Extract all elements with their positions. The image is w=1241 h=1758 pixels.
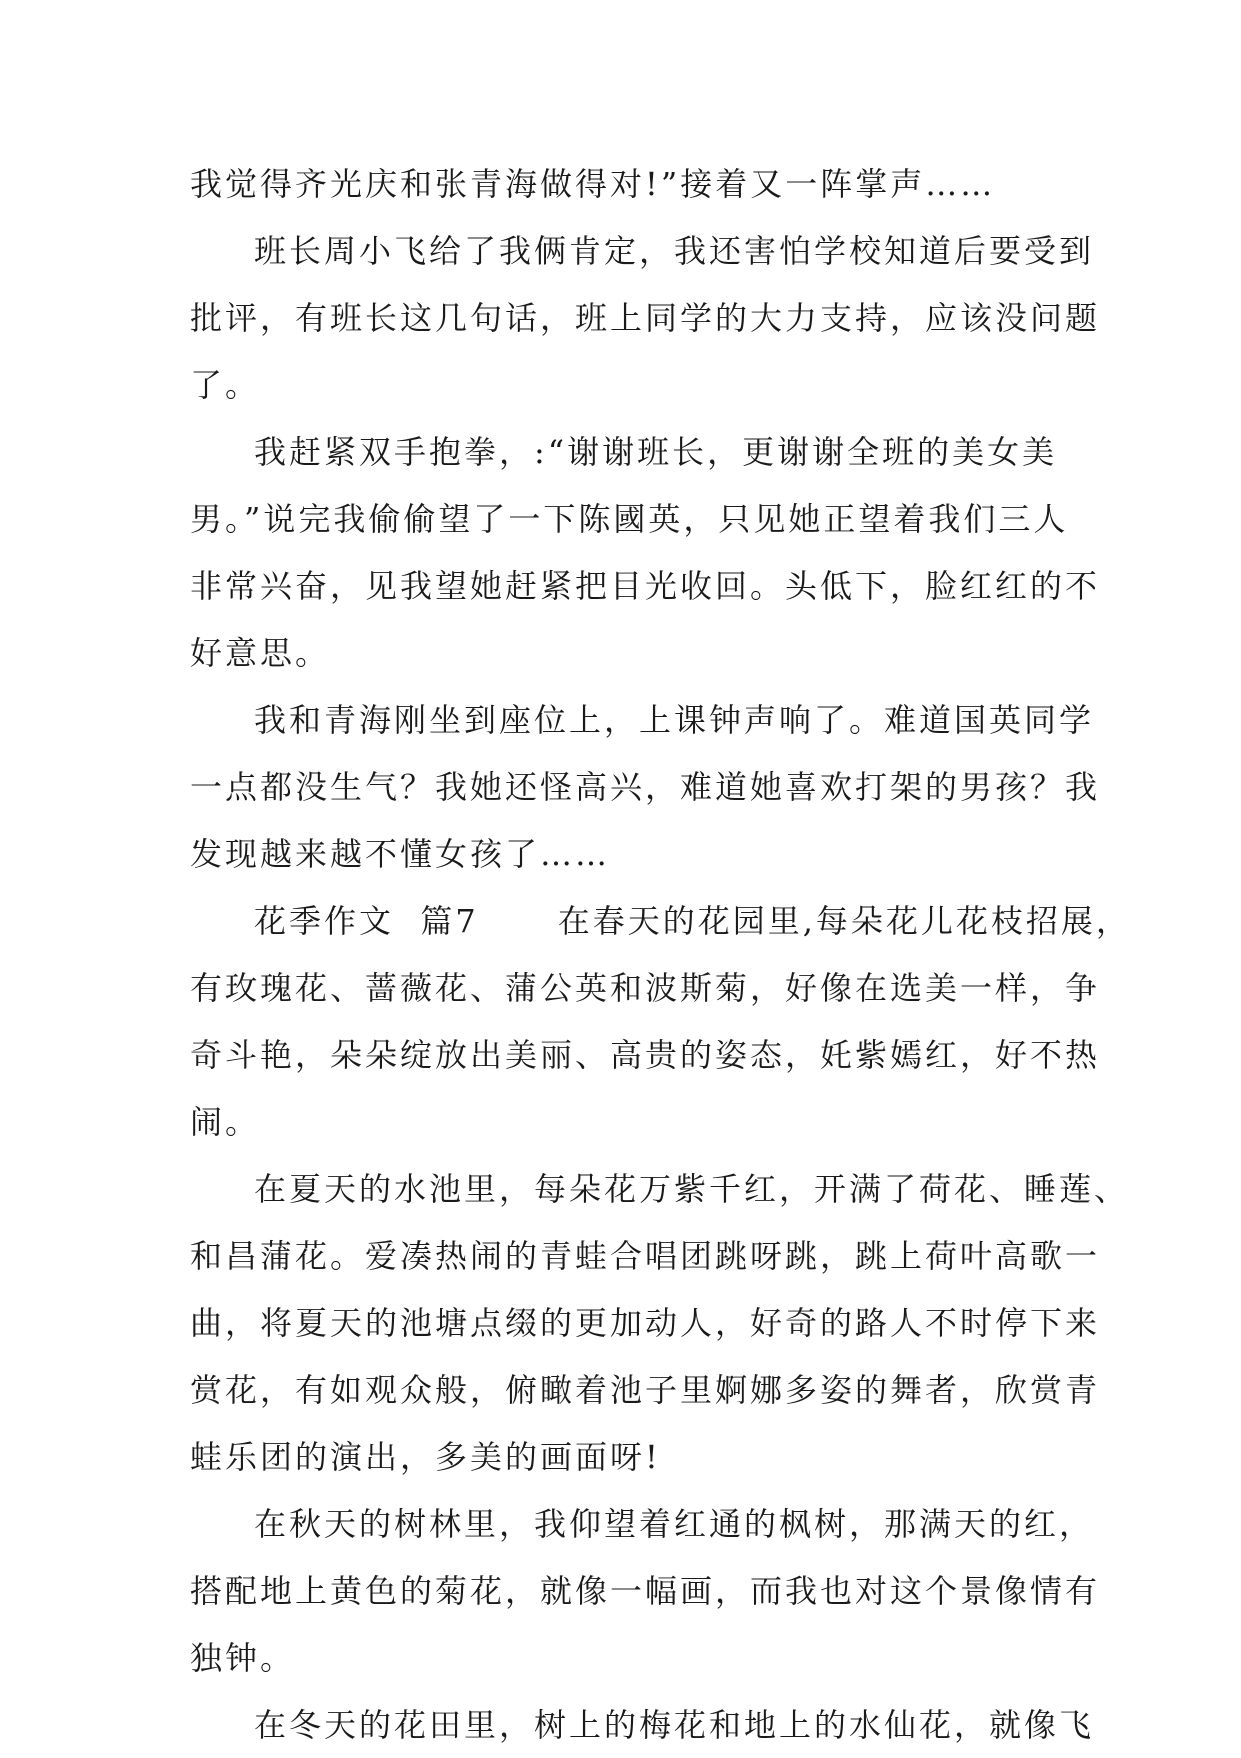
text-line: 花季作文 篇7 在春天的花园里,每朵花儿花枝招展， [254, 902, 1131, 940]
text-line: 有玫瑰花、蔷薇花、蒲公英和波斯菊，好像在选美一样，争 [190, 969, 1101, 1007]
text-line: 独钟。 [190, 1639, 296, 1677]
text-line: 在秋天的树林里，我仰望着红通的枫树，那满天的红， [254, 1505, 1095, 1543]
text-line: 赏花，有如观众般，俯瞰着池子里婀娜多姿的舞者，欣赏青 [190, 1371, 1101, 1409]
text-line: 了。 [190, 366, 261, 404]
text-line: 我和青海刚坐到座位上，上课钟声响了。难道国英同学 [254, 701, 1095, 739]
text-line: 班长周小飞给了我俩肯定，我还害怕学校知道后要受到 [254, 232, 1095, 270]
text-line: 批评，有班长这几句话，班上同学的大力支持，应该没问题 [190, 299, 1101, 337]
text-line: 一点都没生气？我她还怪高兴，难道她喜欢打架的男孩？我 [190, 768, 1101, 806]
text-line: 我觉得齐光庆和张青海做得对!”接着又一阵掌声…… [190, 165, 996, 203]
text-line: 男。”说完我偷偷望了一下陈國英，只见她正望着我们三人 [190, 500, 1069, 538]
text-line: 非常兴奋，见我望她赶紧把目光收回。头低下，脸红红的不 [190, 567, 1101, 605]
text-line: 在冬天的花田里，树上的梅花和地上的水仙花，就像飞 [254, 1706, 1095, 1744]
text-line: 我赶紧双手抱拳，:“谢谢班长，更谢谢全班的美女美 [254, 433, 1058, 471]
text-line: 闹。 [190, 1103, 261, 1141]
text-line: 在夏天的水池里，每朵花万紫千红，开满了荷花、睡莲、 [254, 1170, 1130, 1208]
text-line: 好意思。 [190, 634, 331, 672]
text-line: 发现越来越不懂女孩了…… [190, 835, 611, 873]
text-line: 曲，将夏天的池塘点缀的更加动人，好奇的路人不时停下来 [190, 1304, 1101, 1342]
text-line: 搭配地上黄色的菊花，就像一幅画，而我也对这个景像情有 [190, 1572, 1101, 1610]
text-line: 奇斗艳，朵朵绽放出美丽、高贵的姿态，奼紫嫣红，好不热 [190, 1036, 1101, 1074]
text-line: 蛙乐团的演出，多美的画面呀! [190, 1438, 661, 1476]
text-line: 和昌蒲花。爱凑热闹的青蛙合唱团跳呀跳，跳上荷叶高歌一 [190, 1237, 1101, 1275]
